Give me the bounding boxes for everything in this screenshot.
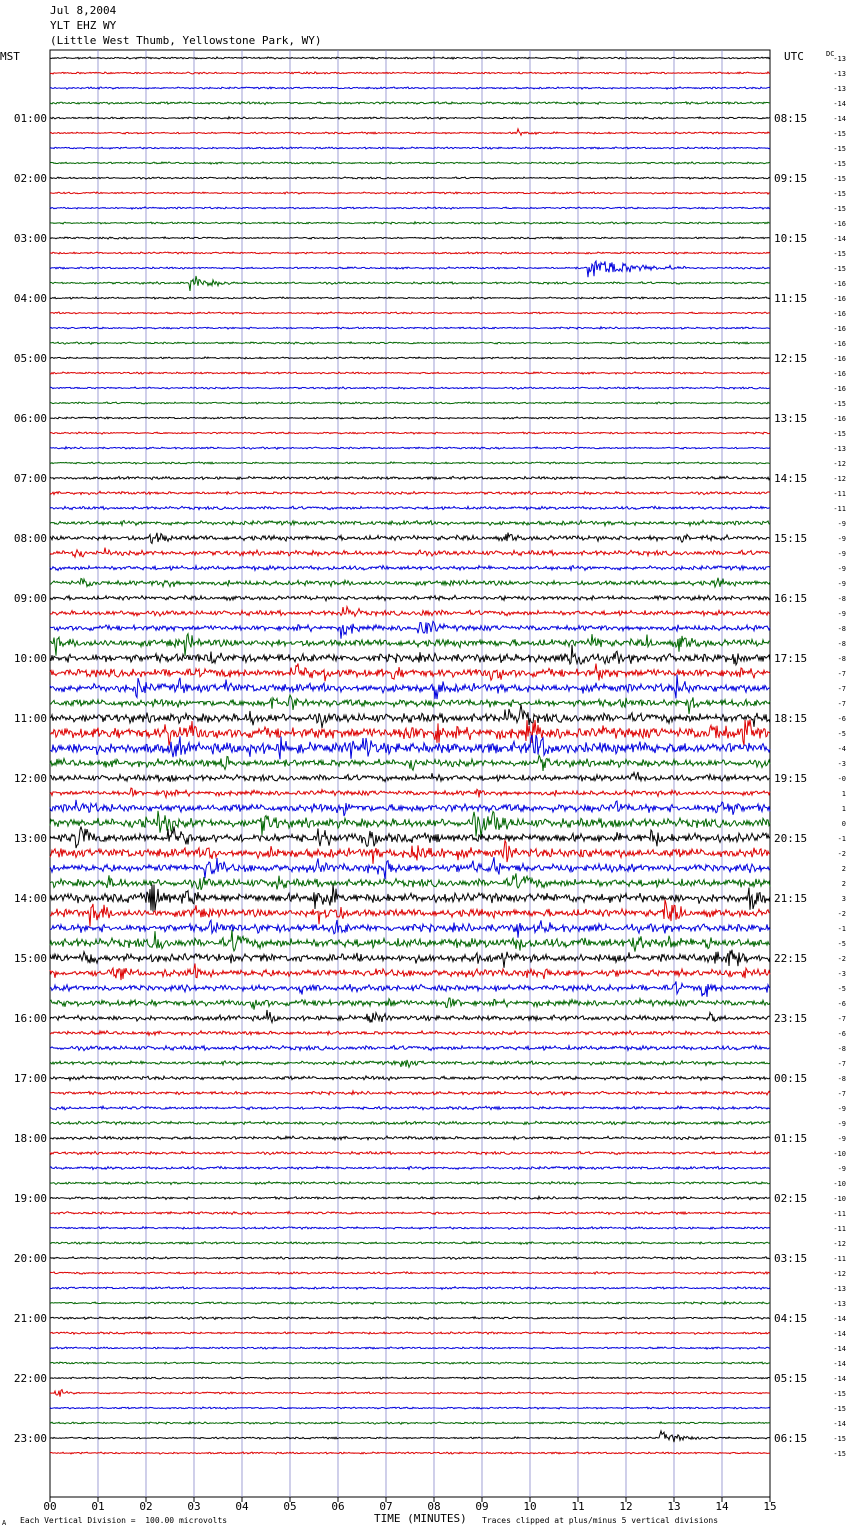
dc-offset-label: -14: [833, 1330, 846, 1338]
dc-offset-label: -15: [833, 160, 846, 168]
dc-offset-label: -13: [833, 1285, 846, 1293]
dc-offset-label: -9: [837, 1165, 846, 1173]
trace-line: [50, 607, 770, 617]
trace-line: [50, 1151, 770, 1154]
trace-line: [50, 117, 770, 120]
dc-offset-label: -2: [837, 850, 846, 858]
plot-date: Jul 8,2004: [50, 4, 117, 17]
dc-offset-label: -14: [833, 1375, 846, 1383]
dc-offset-label: -13: [833, 85, 846, 93]
hour-label-left: 17:00: [13, 1072, 47, 1085]
dc-offset-label: -14: [833, 1360, 846, 1368]
trace-line: [50, 772, 770, 782]
dc-offset-label: -11: [833, 1255, 846, 1263]
trace-line: [50, 1390, 770, 1397]
dc-offset-label: -9: [837, 1135, 846, 1143]
dc-offset-label: -10: [833, 1195, 846, 1203]
dc-offset-label: -16: [833, 325, 846, 333]
hour-label-right: 21:15: [774, 892, 808, 905]
trace-line: [50, 1136, 770, 1140]
x-tick-label: 06: [331, 1500, 345, 1513]
x-tick-label: 01: [91, 1500, 105, 1513]
trace-line: [50, 1091, 770, 1095]
trace-line: [50, 222, 770, 225]
clip-note: Traces clipped at plus/minus 5 vertical divisions: [482, 1516, 719, 1525]
dc-offset-label: -15: [833, 130, 846, 138]
hour-label-right: 18:15: [774, 712, 808, 725]
hour-label-right: 01:15: [774, 1132, 808, 1145]
hour-label-right: 06:15: [774, 1432, 808, 1445]
trace-line: [50, 312, 770, 314]
dc-offset-label: 1: [841, 790, 846, 798]
hour-label-left: 03:00: [13, 232, 47, 245]
trace-line: [50, 102, 770, 105]
trace-line: [50, 297, 770, 299]
dc-offset-label: -6: [837, 1030, 846, 1038]
hour-label-right: 13:15: [774, 412, 808, 425]
trace-line: [50, 1166, 770, 1169]
dc-offset-label: -15: [833, 205, 846, 213]
dc-offset-label: -13: [833, 55, 846, 63]
hour-label-left: 19:00: [13, 1192, 47, 1205]
dc-offset-label: -13: [833, 70, 846, 78]
hour-label-left: 08:00: [13, 532, 47, 545]
trace-line: [50, 1076, 770, 1081]
hour-label-right: 03:15: [774, 1252, 808, 1265]
hour-label-right: 08:15: [774, 112, 808, 125]
dc-offset-label: -14: [833, 1345, 846, 1353]
dc-offset-label: 2: [841, 865, 846, 873]
dc-offset-label: -14: [833, 100, 846, 108]
x-tick-label: 12: [619, 1500, 633, 1513]
trace-line: [50, 981, 770, 996]
dc-offset-label: -15: [833, 190, 846, 198]
dc-offset-label: -16: [833, 295, 846, 303]
trace-line: [50, 1106, 770, 1110]
trace-line: [50, 578, 770, 587]
hour-label-right: 14:15: [774, 472, 808, 485]
trace-line: [50, 1196, 770, 1199]
trace-line: [50, 811, 770, 837]
dc-offset-label: -10: [833, 1180, 846, 1188]
dc-offset-label: -7: [837, 685, 846, 693]
dc-offset-label: -7: [837, 1060, 846, 1068]
trace-line: [50, 1257, 770, 1260]
trace-line: [50, 1452, 770, 1454]
dc-offset-label: -11: [833, 1210, 846, 1218]
dc-offset-label: -5: [837, 985, 846, 993]
dc-offset-label: -13: [833, 1300, 846, 1308]
trace-line: [50, 276, 770, 291]
dc-offset-label: 3: [841, 895, 846, 903]
dc-offset-label: -15: [833, 1435, 846, 1443]
trace-line: [50, 1422, 770, 1425]
hour-label-right: 00:15: [774, 1072, 808, 1085]
dc-offset-label: -14: [833, 1315, 846, 1323]
x-axis-title: TIME (MINUTES): [374, 1512, 467, 1525]
trace-line: [50, 129, 770, 135]
trace-line: [50, 1242, 770, 1245]
dc-offset-label: -14: [833, 115, 846, 123]
trace-line: [50, 930, 770, 952]
trace-line: [50, 1272, 770, 1274]
hour-label-right: 11:15: [774, 292, 808, 305]
trace-line: [50, 72, 770, 74]
x-tick-label: 05: [283, 1500, 297, 1513]
x-tick-label: 11: [571, 1500, 585, 1513]
dc-offset-label: -1: [837, 925, 846, 933]
trace-line: [50, 950, 770, 968]
dc-offset-label: -12: [833, 475, 846, 483]
hour-label-right: 09:15: [774, 172, 808, 185]
dc-offset-label: -0: [837, 775, 846, 783]
dc-offset-label: -15: [833, 265, 846, 273]
dc-offset-label: 1: [841, 805, 846, 813]
hour-label-right: 12:15: [774, 352, 808, 365]
dc-offset-label: -16: [833, 355, 846, 363]
x-tick-label: 03: [187, 1500, 201, 1513]
hour-label-left: 22:00: [13, 1372, 47, 1385]
dc-offset-label: -9: [837, 1105, 846, 1113]
dc-offset-label: -7: [837, 670, 846, 678]
trace-line: [50, 1121, 770, 1125]
trace-line: [50, 1431, 770, 1442]
hour-label-right: 23:15: [774, 1012, 808, 1025]
trace-line: [50, 162, 770, 164]
trace-line: [50, 1377, 770, 1379]
hour-label-left: 07:00: [13, 472, 47, 485]
x-tick-label: 13: [667, 1500, 681, 1513]
hour-label-left: 01:00: [13, 112, 47, 125]
dc-offset-label: -9: [837, 535, 846, 543]
trace-line: [50, 1060, 770, 1067]
hour-label-left: 13:00: [13, 832, 47, 845]
dc-offset-label: -3: [837, 760, 846, 768]
trace-line: [50, 566, 770, 571]
hour-label-left: 09:00: [13, 592, 47, 605]
dc-offset-label: -13: [833, 445, 846, 453]
dc-offset-label: -1: [837, 835, 846, 843]
hour-label-left: 23:00: [13, 1432, 47, 1445]
trace-line: [50, 87, 770, 89]
dc-offset-label: -6: [837, 1000, 846, 1008]
trace-line: [50, 1046, 770, 1051]
dc-offset-label: -15: [833, 1450, 846, 1458]
trace-line: [50, 1362, 770, 1364]
left-timezone-label: MST: [0, 50, 20, 63]
trace-line: [50, 1010, 770, 1023]
dc-offset-label: -2: [837, 910, 846, 918]
hour-label-right: 16:15: [774, 592, 808, 605]
trace-line: [50, 462, 770, 464]
hour-label-right: 04:15: [774, 1312, 808, 1325]
trace-line: [50, 533, 770, 544]
trace-line: [50, 621, 770, 638]
dc-offset-label: -9: [837, 520, 846, 528]
hour-label-right: 19:15: [774, 772, 808, 785]
dc-offset-label: -15: [833, 145, 846, 153]
corner-mark: A: [2, 1519, 7, 1527]
trace-line: [50, 755, 770, 771]
trace-line: [50, 788, 770, 798]
dc-offset-label: -15: [833, 1390, 846, 1398]
hour-label-left: 05:00: [13, 352, 47, 365]
trace-line: [50, 873, 770, 889]
trace-line: [50, 720, 770, 746]
hour-label-left: 20:00: [13, 1252, 47, 1265]
x-tick-label: 00: [43, 1500, 57, 1513]
dc-offset-label: -16: [833, 310, 846, 318]
dc-offset-label: -15: [833, 1405, 846, 1413]
dc-offset-label: -11: [833, 1225, 846, 1233]
trace-line: [50, 548, 770, 558]
dc-offset-label: -16: [833, 220, 846, 228]
dc-offset-label: -16: [833, 370, 846, 378]
trace-line: [50, 342, 770, 344]
trace-line: [50, 57, 770, 59]
dc-offset-label: -12: [833, 460, 846, 468]
dc-offset-header: DC: [826, 50, 835, 58]
hour-label-left: 21:00: [13, 1312, 47, 1325]
trace-line: [50, 595, 770, 601]
dc-offset-label: -8: [837, 625, 846, 633]
hour-label-left: 11:00: [13, 712, 47, 725]
trace-line: [50, 1317, 770, 1320]
dc-offset-label: -8: [837, 1075, 846, 1083]
hour-label-left: 15:00: [13, 952, 47, 965]
dc-offset-label: -8: [837, 640, 846, 648]
trace-line: [50, 372, 770, 374]
hour-label-right: 05:15: [774, 1372, 808, 1385]
trace-line: [50, 327, 770, 329]
dc-offset-label: -4: [837, 745, 846, 753]
dc-offset-label: -2: [837, 955, 846, 963]
x-tick-label: 14: [715, 1500, 729, 1513]
station-code: YLT EHZ WY: [50, 19, 117, 32]
trace-line: [50, 645, 770, 665]
x-tick-label: 07: [379, 1500, 393, 1513]
hour-label-left: 04:00: [13, 292, 47, 305]
scale-note: Each Vertical Division = 100.00 microvolts: [20, 1516, 228, 1525]
x-tick-label: 15: [763, 1500, 777, 1513]
dc-offset-label: -8: [837, 655, 846, 663]
trace-line: [50, 476, 770, 479]
trace-line: [50, 695, 770, 714]
hour-label-right: 02:15: [774, 1192, 808, 1205]
dc-offset-label: -5: [837, 730, 846, 738]
trace-line: [50, 447, 770, 450]
dc-offset-label: -15: [833, 175, 846, 183]
trace-line: [50, 675, 770, 700]
trace-line: [50, 237, 770, 239]
trace-line: [50, 207, 770, 209]
x-tick-label: 08: [427, 1500, 441, 1513]
dc-offset-label: -9: [837, 550, 846, 558]
trace-line: [50, 1212, 770, 1215]
dc-offset-label: -8: [837, 1045, 846, 1053]
trace-line: [50, 1181, 770, 1184]
trace-line: [50, 402, 770, 404]
dc-offset-label: -15: [833, 400, 846, 408]
trace-line: [50, 964, 770, 981]
x-tick-label: 09: [475, 1500, 489, 1513]
dc-offset-label: 0: [841, 820, 846, 828]
trace-line: [50, 177, 770, 179]
trace-line: [50, 1227, 770, 1230]
trace-line: [50, 664, 770, 682]
dc-offset-label: -11: [833, 505, 846, 513]
hour-label-left: 06:00: [13, 412, 47, 425]
dc-offset-label: -8: [837, 595, 846, 603]
dc-offset-label: -9: [837, 565, 846, 573]
trace-line: [50, 520, 770, 525]
trace-line: [50, 252, 770, 254]
dc-offset-label: -12: [833, 1240, 846, 1248]
station-location: (Little West Thumb, Yellowstone Park, WY): [50, 34, 322, 47]
trace-line: [50, 417, 770, 419]
trace-line: [50, 506, 770, 510]
dc-offset-label: -5: [837, 940, 846, 948]
dc-offset-label: 2: [841, 880, 846, 888]
dc-offset-label: -16: [833, 415, 846, 423]
hour-label-right: 15:15: [774, 532, 808, 545]
trace-line: [50, 634, 770, 656]
trace-line: [50, 1332, 770, 1335]
dc-offset-label: -16: [833, 340, 846, 348]
trace-line: [50, 885, 770, 912]
dc-offset-label: -6: [837, 715, 846, 723]
hour-label-right: 22:15: [774, 952, 808, 965]
trace-line: [50, 826, 770, 848]
dc-offset-label: -12: [833, 1270, 846, 1278]
trace-line: [50, 1031, 770, 1036]
dc-offset-label: -14: [833, 235, 846, 243]
trace-line: [50, 491, 770, 494]
dc-offset-label: -15: [833, 430, 846, 438]
trace-line: [50, 998, 770, 1010]
dc-offset-label: -16: [833, 385, 846, 393]
x-tick-label: 04: [235, 1500, 249, 1513]
trace-line: [50, 705, 770, 728]
trace-line: [50, 900, 770, 927]
hour-label-left: 18:00: [13, 1132, 47, 1145]
trace-line: [50, 357, 770, 359]
hour-label-left: 14:00: [13, 892, 47, 905]
trace-line: [50, 192, 770, 194]
trace-line: [50, 1302, 770, 1305]
x-tick-label: 02: [139, 1500, 153, 1513]
plot-frame: [50, 50, 770, 1497]
trace-line: [50, 432, 770, 434]
trace-line: [50, 387, 770, 389]
trace-line: [50, 857, 770, 879]
trace-line: [50, 920, 770, 938]
x-tick-label: 10: [523, 1500, 537, 1513]
trace-line: [50, 735, 770, 759]
trace-line: [50, 1287, 770, 1290]
hour-label-right: 10:15: [774, 232, 808, 245]
hour-label-left: 10:00: [13, 652, 47, 665]
dc-offset-label: -9: [837, 580, 846, 588]
dc-offset-label: -9: [837, 1120, 846, 1128]
hour-label-right: 20:15: [774, 832, 808, 845]
trace-line: [50, 1347, 770, 1349]
dc-offset-label: -7: [837, 700, 846, 708]
dc-offset-label: -3: [837, 970, 846, 978]
dc-offset-label: -9: [837, 610, 846, 618]
dc-offset-label: -14: [833, 1420, 846, 1428]
dc-offset-label: -15: [833, 250, 846, 258]
hour-label-left: 16:00: [13, 1012, 47, 1025]
dc-offset-label: -7: [837, 1015, 846, 1023]
trace-line: [50, 841, 770, 864]
trace-line: [50, 147, 770, 149]
dc-offset-label: -7: [837, 1090, 846, 1098]
dc-offset-label: -11: [833, 490, 846, 498]
hour-label-right: 17:15: [774, 652, 808, 665]
hour-label-left: 02:00: [13, 172, 47, 185]
dc-offset-label: -16: [833, 280, 846, 288]
dc-offset-label: -10: [833, 1150, 846, 1158]
hour-label-left: 12:00: [13, 772, 47, 785]
trace-line: [50, 1407, 770, 1409]
right-timezone-label: UTC: [784, 50, 804, 63]
trace-line: [50, 261, 770, 277]
